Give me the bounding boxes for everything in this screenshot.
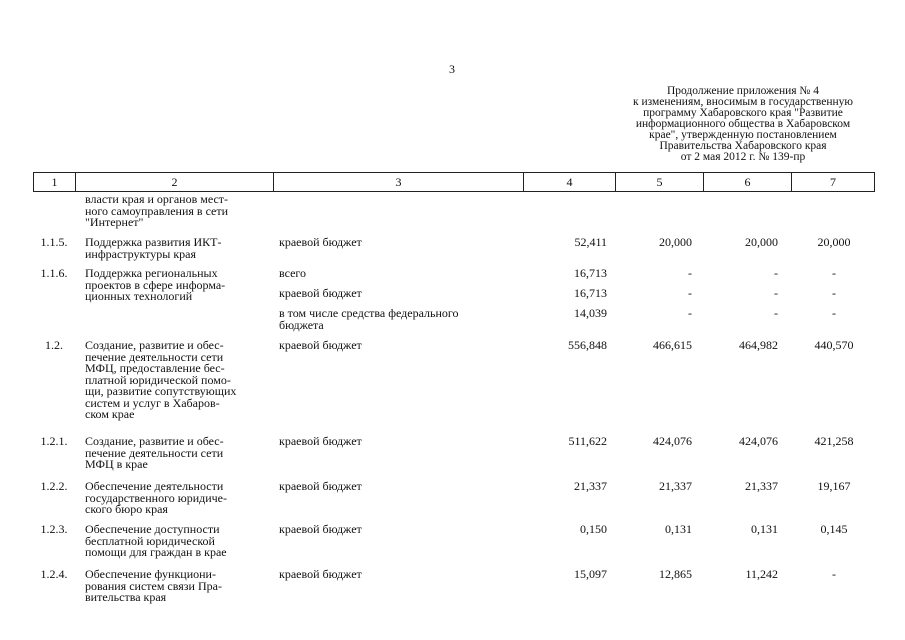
description-line: печение деятельности сети bbox=[85, 445, 224, 460]
value-col-6: - bbox=[774, 266, 778, 280]
description-line: Создание, развитие и обес- bbox=[85, 338, 224, 352]
value-col-5: 12,865 bbox=[659, 567, 692, 581]
row-code: 1.2. bbox=[45, 338, 63, 352]
value-col-5: - bbox=[688, 286, 692, 300]
value-col-4: 16,713 bbox=[574, 286, 607, 300]
row-description bbox=[85, 237, 275, 260]
value-col-7: 19,167 bbox=[817, 479, 851, 493]
row-description bbox=[85, 481, 275, 516]
column-header-7: 7 bbox=[830, 175, 836, 189]
row-description bbox=[85, 436, 275, 471]
description-line: МФЦ, предоставление бес- bbox=[85, 361, 225, 375]
row-description bbox=[85, 340, 275, 421]
value-col-5: - bbox=[688, 266, 692, 280]
description-line: "Интернет" bbox=[85, 215, 144, 229]
row-description bbox=[85, 268, 275, 303]
annex-line: Правительства Хабаровского края bbox=[659, 140, 827, 152]
value-col-5: 20,000 bbox=[659, 235, 692, 249]
description-line: бесплатной юридической bbox=[85, 533, 215, 548]
value-col-4: 556,848 bbox=[568, 338, 607, 352]
funding-source bbox=[279, 308, 519, 331]
value-col-6: 21,337 bbox=[745, 479, 778, 493]
funding-source-line: краевой бюджет bbox=[279, 235, 362, 249]
funding-source bbox=[279, 569, 519, 581]
description-line: проектов в сфере информа- bbox=[85, 277, 226, 292]
value-col-7: - bbox=[832, 286, 836, 300]
value-col-7: - bbox=[832, 266, 836, 280]
value-col-6: 464,982 bbox=[739, 338, 778, 352]
row-code: 1.2.1. bbox=[40, 434, 68, 448]
funding-source-line: краевой бюджет bbox=[279, 522, 362, 536]
value-col-5: 466,615 bbox=[653, 338, 692, 352]
value-col-6: - bbox=[774, 306, 778, 320]
value-col-4: 21,337 bbox=[574, 479, 607, 493]
value-col-5: 0,131 bbox=[665, 522, 692, 536]
description-line: власти края и органов мест- bbox=[85, 192, 229, 206]
description-line: государственного юридиче- bbox=[85, 490, 227, 505]
annex-header bbox=[612, 86, 874, 163]
value-col-6: 424,076 bbox=[739, 434, 778, 448]
page-number: 3 bbox=[449, 62, 455, 76]
description-line: систем и услуг в Хабаров- bbox=[85, 395, 220, 410]
value-col-4: 16,713 bbox=[574, 266, 607, 280]
row-code: 1.1.5. bbox=[40, 235, 68, 249]
value-col-4: 0,150 bbox=[580, 522, 607, 536]
value-col-6: 0,131 bbox=[751, 522, 778, 536]
funding-source-line: краевой бюджет bbox=[279, 567, 362, 581]
funding-source bbox=[279, 524, 519, 536]
description-line: щи, развитие сопутствующих bbox=[85, 384, 237, 398]
value-col-7: 440,570 bbox=[814, 338, 854, 352]
funding-source-line: краевой бюджет bbox=[279, 479, 362, 493]
funding-source bbox=[279, 481, 519, 493]
value-col-4: 52,411 bbox=[574, 235, 607, 249]
description-line: Обеспечение доступности bbox=[85, 522, 220, 536]
description-line: Поддержка развития ИКТ- bbox=[85, 235, 222, 249]
funding-source-line: краевой бюджет bbox=[279, 434, 362, 448]
description-line: ного самоуправления в сети bbox=[85, 203, 229, 218]
value-col-7: 20,000 bbox=[817, 235, 851, 249]
column-header-5: 5 bbox=[616, 173, 704, 191]
row-description bbox=[85, 569, 275, 604]
value-col-6: 20,000 bbox=[745, 235, 778, 249]
value-col-4: 511,622 bbox=[568, 434, 607, 448]
funding-source bbox=[279, 288, 519, 300]
funding-source-line: всего bbox=[279, 266, 307, 280]
description-line: рования систем связи Пра- bbox=[85, 578, 222, 593]
funding-source-line: в том числе средства федерального bbox=[279, 306, 459, 320]
value-col-4: 15,097 bbox=[574, 567, 607, 581]
row-code: 1.2.2. bbox=[40, 479, 68, 493]
description-line: Создание, развитие и обес- bbox=[85, 434, 224, 448]
funding-source bbox=[279, 340, 519, 352]
row-code: 1.2.3. bbox=[40, 522, 68, 536]
value-col-5: 21,337 bbox=[659, 479, 692, 493]
value-col-6: 11,242 bbox=[745, 567, 778, 581]
table-column-header-row bbox=[33, 172, 875, 192]
column-header-3: 3 bbox=[274, 173, 524, 191]
value-col-4: 14,039 bbox=[574, 306, 607, 320]
column-header-6: 6 bbox=[704, 173, 792, 191]
description-line: Обеспечение функциони- bbox=[85, 567, 216, 581]
annex-line: к изменениям, вносимым в государственную bbox=[633, 96, 853, 108]
column-header-4: 4 bbox=[524, 173, 616, 191]
annex-line: программу Хабаровского края "Развитие bbox=[643, 107, 843, 119]
funding-source-line: бюджета bbox=[279, 317, 324, 332]
value-col-7: - bbox=[832, 567, 836, 581]
description-line: МФЦ в крае bbox=[85, 457, 148, 471]
row-continuation-description bbox=[85, 194, 228, 229]
description-line: Поддержка региональных bbox=[85, 266, 218, 280]
row-code: 1.2.4. bbox=[40, 567, 68, 581]
description-line: помощи для граждан в крае bbox=[85, 545, 227, 559]
description-line: инфраструктуры края bbox=[85, 246, 196, 261]
value-col-5: 424,076 bbox=[653, 434, 692, 448]
value-col-5: - bbox=[688, 306, 692, 320]
funding-source bbox=[279, 237, 519, 249]
funding-source-line: краевой бюджет bbox=[279, 286, 362, 300]
description-line: ционных технологий bbox=[85, 289, 193, 303]
value-col-7: - bbox=[832, 306, 836, 320]
description-line: ском крае bbox=[85, 407, 135, 421]
annex-line: Продолжение приложения № 4 bbox=[666, 85, 820, 97]
description-line: ского бюро края bbox=[85, 502, 168, 516]
description-line: Обеспечение деятельности bbox=[85, 479, 224, 493]
annex-line: крае", утвержденную постановлением bbox=[649, 129, 837, 141]
value-col-7: 421,258 bbox=[814, 434, 854, 448]
description-line: вительства края bbox=[85, 590, 167, 604]
funding-source bbox=[279, 436, 519, 448]
funding-source bbox=[279, 268, 519, 280]
description-line: печение деятельности сети bbox=[85, 349, 224, 364]
funding-source-line: краевой бюджет bbox=[279, 338, 362, 352]
value-col-7: 0,145 bbox=[820, 522, 848, 536]
description-line: платной юридической помо- bbox=[85, 372, 231, 387]
column-header-2: 2 bbox=[76, 173, 274, 191]
row-code: 1.1.6. bbox=[40, 266, 68, 280]
value-col-6: - bbox=[774, 286, 778, 300]
column-header-1: 1 bbox=[34, 173, 76, 191]
annex-line: от 2 мая 2012 г. № 139-пр bbox=[680, 151, 806, 163]
annex-line: информационного общества в Хабаровском bbox=[635, 118, 851, 130]
row-description bbox=[85, 524, 275, 559]
